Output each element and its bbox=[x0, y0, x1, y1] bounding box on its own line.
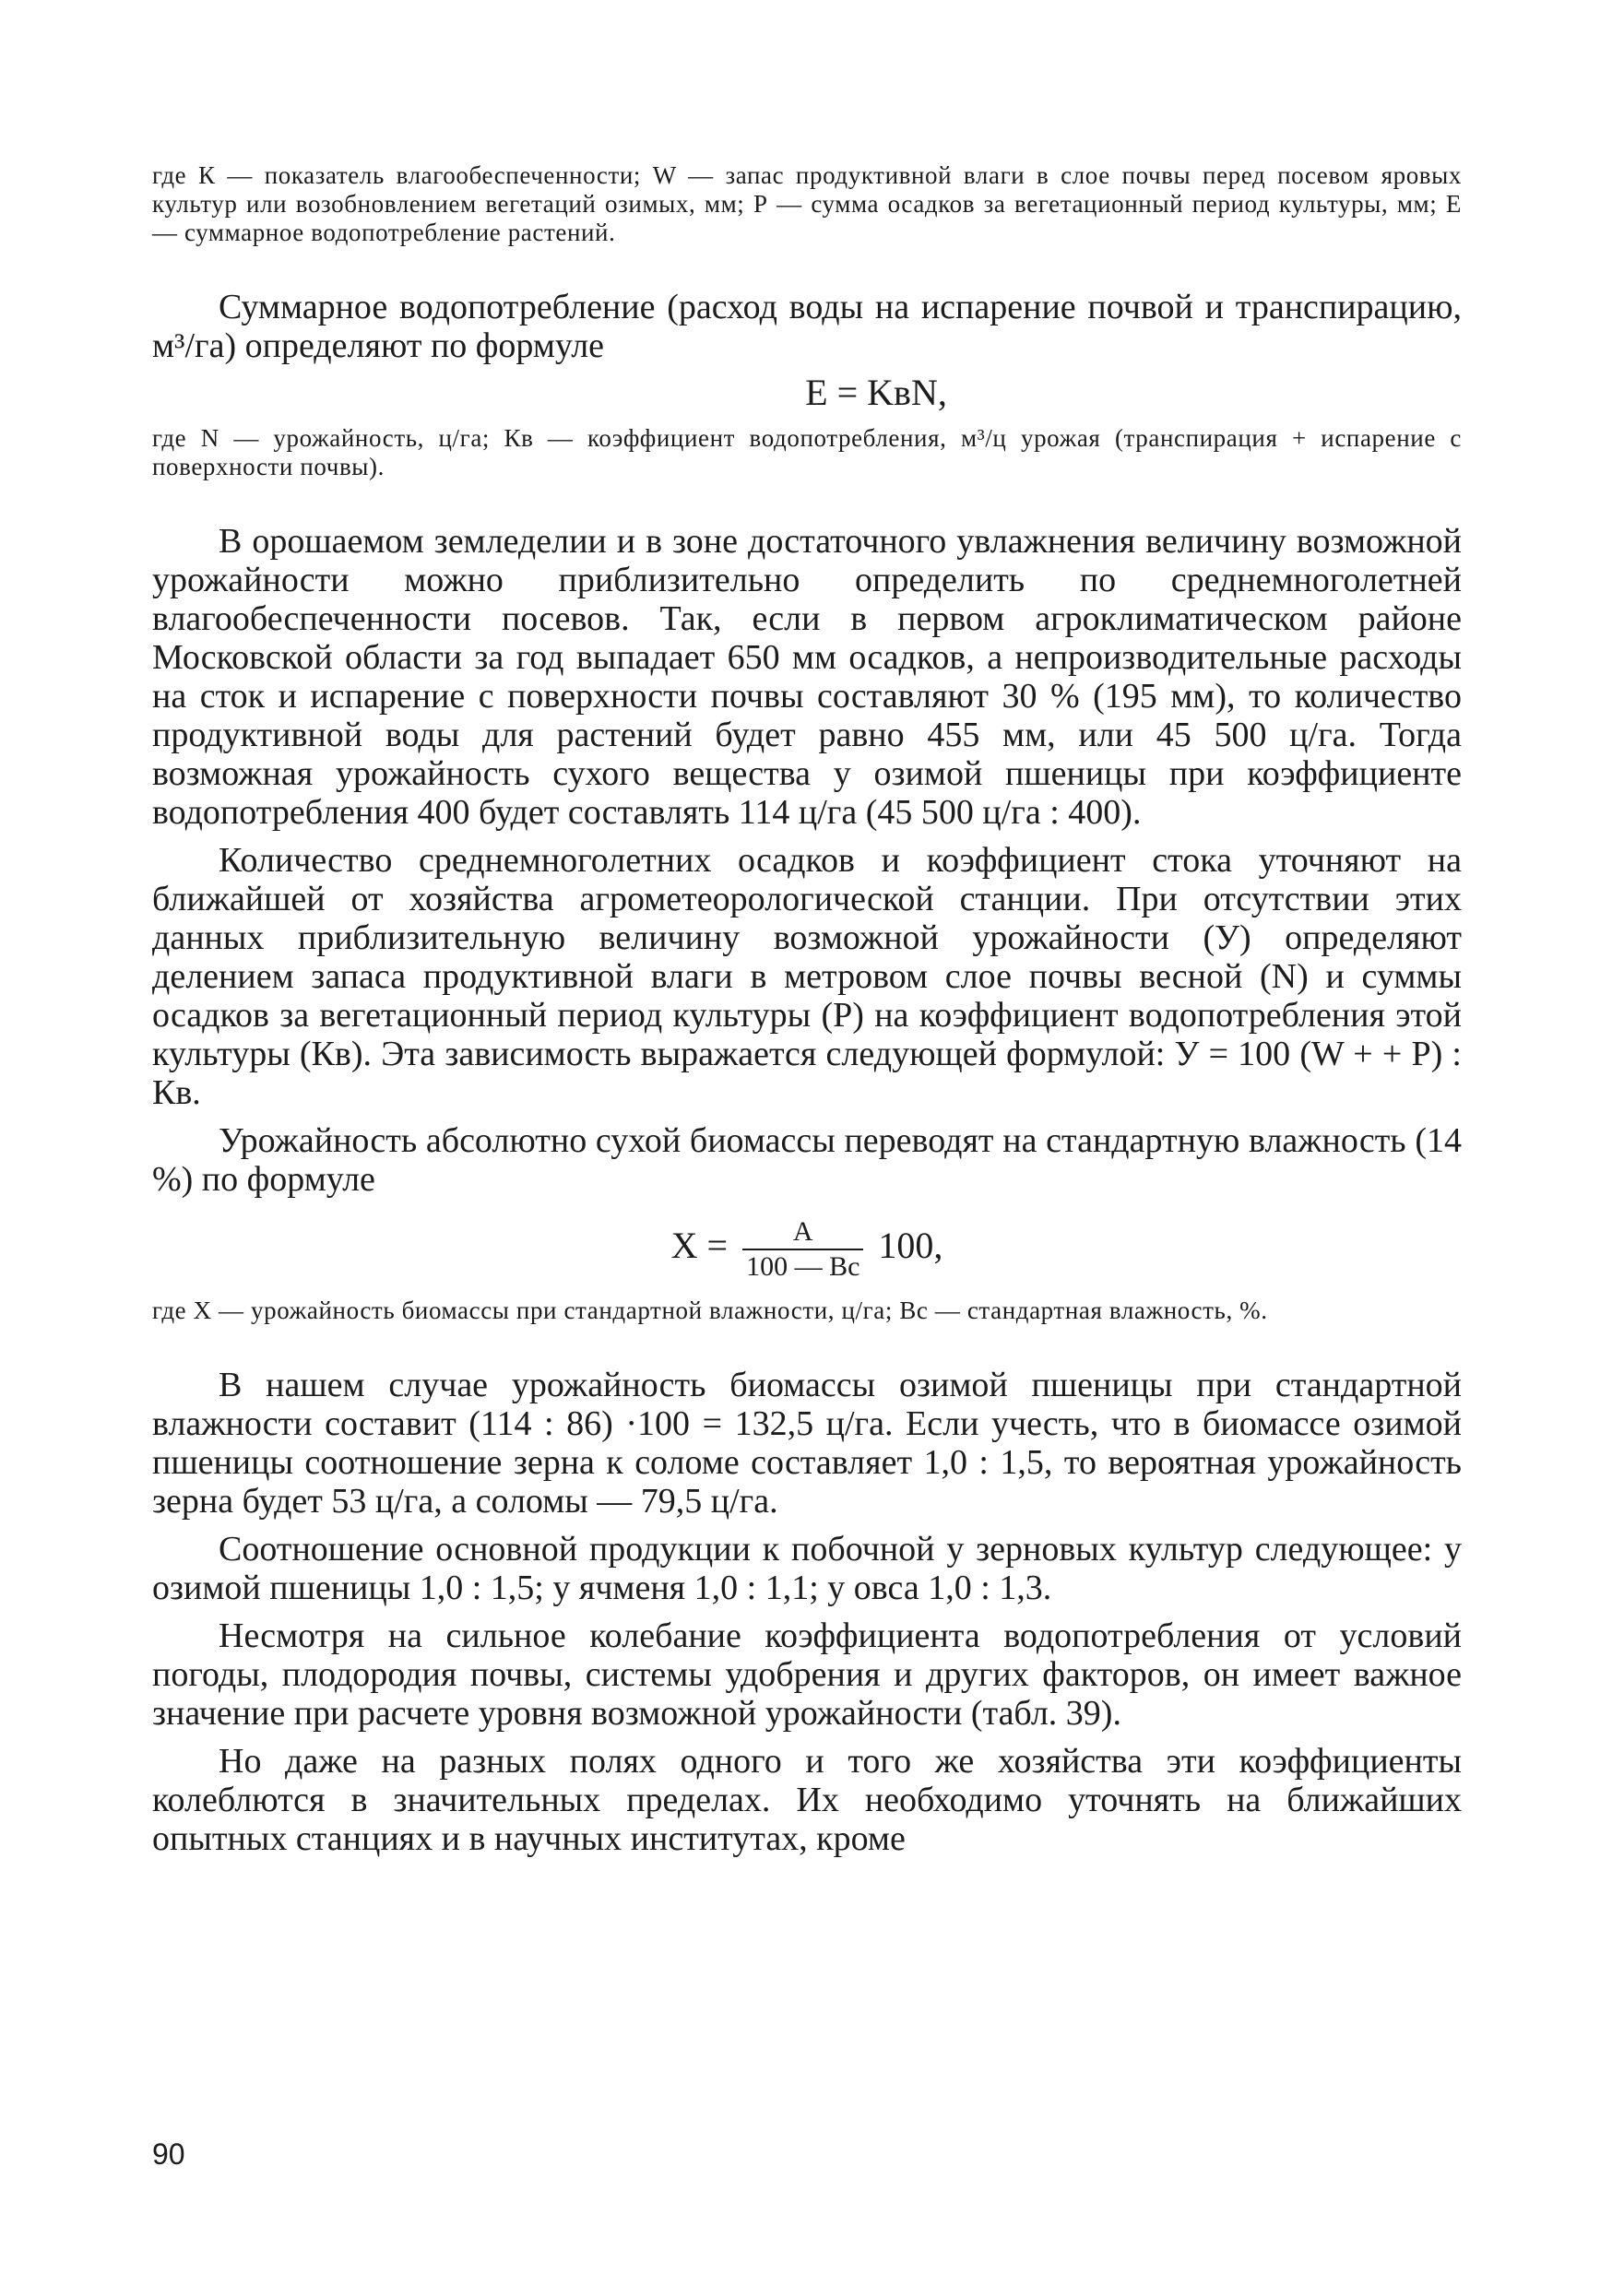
formula-e bbox=[152, 371, 1462, 415]
formula-x-left: X = bbox=[670, 1225, 729, 1267]
formula-x-denominator: 100 — Bc bbox=[742, 1249, 863, 1284]
page-content bbox=[152, 161, 1462, 1858]
formula-e-text: E = KвN, bbox=[805, 372, 947, 413]
paragraph-ratio: Соотношение основной продукции к побочной у зерновых культур следующее: у озимой пшеницы 1,0 : 1,5; у ячменя 1,0 : 1,1; у овса 1,0 : 1,3. bbox=[152, 1530, 1462, 1607]
paragraph-fields: Но даже на разных полях одного и того же хозяйства эти коэффициенты колеблются в значительных пределах. Их необходимо уточнять на ближайших опытных станциях и в научных институтах, кроме bbox=[152, 1742, 1462, 1858]
footnote-kv: где N — урожайность, ц/га; Кв — коэффициент водопотребления, м³/ц урожая (транспирация + испарение с поверхности почвы). bbox=[152, 424, 1462, 480]
paragraph-precipitation: Количество среднемноголетних осадков и коэффициент стока уточняют на ближайшей от хозяйства агрометеорологической станции. При отсутствии этих данных приблизительную величину возможной урожайности (У) определяют делением запаса продуктивной влаги в метровом слое почвы весной (N) и суммы осадков за вегетационный период культуры (Р) на коэффициент водопотребления этой культуры (Кв). Эта зависимость выражается следующей формулой: У = 100 (W + + Р) : Кв. bbox=[152, 841, 1462, 1112]
paragraph-biomass: Урожайность абсолютно сухой биомассы переводят на стандартную влажность (14 %) по формуле bbox=[152, 1121, 1462, 1199]
formula-x bbox=[152, 1215, 1462, 1284]
formula-x-numerator: A bbox=[792, 1216, 813, 1247]
footnote-variables: где К — показатель влагообеспеченности; W — запас продуктивной влаги в слое почвы перед посевом яровых культур или возобновлением вегетаций озимых, мм; Р — сумма осадков за вегетационный период культуры, мм; Е — суммарное водопотребление растений. bbox=[152, 161, 1462, 246]
paragraph-our-case: В нашем случае урожайность биомассы озимой пшеницы при стандартной влажности составит (114 : 86) ·100 = 132,5 ц/га. Если учесть, что в биомассе озимой пшеницы соотношение зерна к соломе составляет 1,0 : 1,5, то вероятная урожайность зерна будет 53 ц/га, а соломы — 79,5 ц/га. bbox=[152, 1366, 1462, 1521]
paragraph-water-consumption: Суммарное водопотребление (расход воды на испарение почвой и транспирацию, м³/га) определяют по формуле bbox=[152, 288, 1462, 365]
footnote-x: где X — урожайность биомассы при стандартной влажности, ц/га; Вс — стандартная влажность, %. bbox=[152, 1296, 1268, 1324]
formula-x-fraction bbox=[742, 1215, 863, 1284]
paragraph-irrigated-farming: В орошаемом земледелии и в зоне достаточного увлажнения величину возможной урожайности можно приблизительно определить по среднемноголетней влагообеспеченности посевов. Так, если в первом агроклиматическом районе Московской области за год выпадает 650 мм осадков, а непроизводительные расходы на сток и испарение с поверхности почвы составляют 30 % (195 мм), то количество продуктивной воды для растений будет равно 455 мм, или 45 500 ц/га. Тогда возможная урожайность сухого вещества у озимой пшеницы при коэффициенте водопотребления 400 будет составлять 114 ц/га (45 500 ц/га : 400). bbox=[152, 522, 1462, 832]
page-number: 90 bbox=[152, 2137, 185, 2171]
formula-x-right: 100, bbox=[878, 1225, 943, 1267]
paragraph-despite: Несмотря на сильное колебание коэффициента водопотребления от условий погоды, плодородия почвы, системы удобрения и других факторов, он имеет важное значение при расчете уровня возможной урожайности (табл. 39). bbox=[152, 1616, 1462, 1733]
